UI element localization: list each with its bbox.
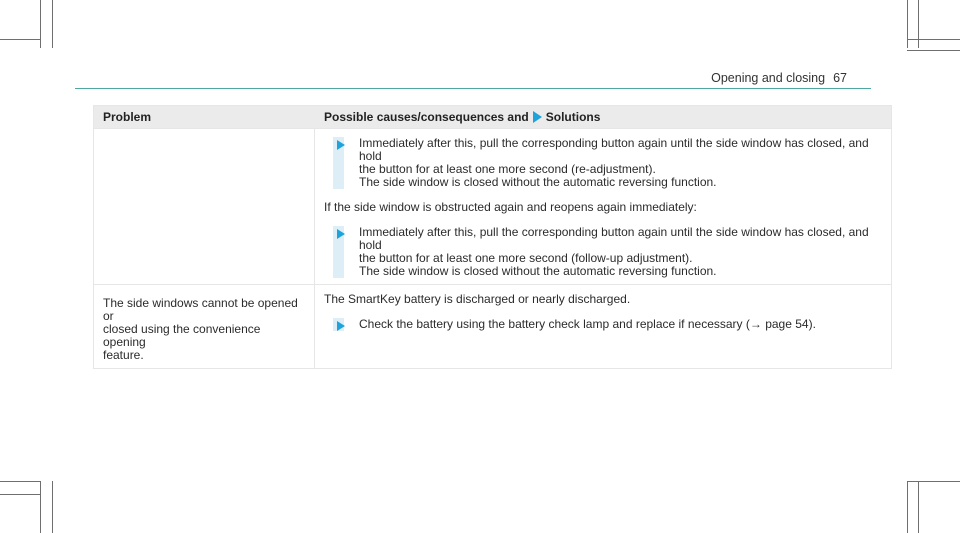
running-header — [711, 71, 847, 85]
solution-cell — [315, 129, 891, 284]
crop-mark — [918, 0, 919, 48]
column-header-causes: Possible causes/consequences and — [324, 110, 529, 124]
column-header-problem: Problem — [103, 110, 152, 124]
crop-mark — [0, 481, 41, 482]
step-text: Immediately after this, pull the corresponding button again until the side window has closed, and hold — [359, 136, 869, 163]
problem-cell — [94, 285, 315, 368]
crop-mark — [907, 481, 960, 482]
arrow-right-icon — [533, 111, 542, 123]
header-rule — [75, 88, 871, 89]
crop-mark — [40, 481, 41, 533]
step-text: the button for at least one more second (follow-up adjustment). — [359, 251, 693, 265]
step-text: Check the battery using the battery check lamp and replace if necessary (→ page 54). — [359, 317, 816, 331]
action-step — [324, 226, 882, 278]
crop-mark — [907, 0, 908, 48]
action-step — [324, 137, 882, 189]
section-title: Opening and closing — [711, 71, 826, 85]
action-arrow-icon — [337, 140, 345, 150]
problem-text: closed using the convenience opening — [103, 322, 261, 349]
table-header — [94, 106, 891, 128]
problem-cell — [94, 129, 315, 284]
step-text: Immediately after this, pull the corresponding button again until the side window has closed, and hold — [359, 225, 869, 252]
troubleshooting-table — [93, 105, 892, 369]
column-header-solutions — [315, 110, 891, 124]
action-step — [324, 318, 882, 331]
note-text: If the side window is obstructed again and reopens again immediately: — [324, 200, 697, 214]
step-text: the button for at least one more second (re-adjustment). — [359, 162, 656, 176]
step-text: The side window is closed without the automatic reversing function. — [359, 175, 717, 189]
crop-mark — [907, 50, 960, 51]
column-header-solutions-label: Solutions — [545, 110, 601, 124]
crop-mark — [52, 0, 53, 48]
crop-mark — [907, 39, 960, 40]
crop-mark — [918, 481, 919, 533]
crop-mark — [907, 481, 908, 533]
problem-text: feature. — [103, 348, 144, 362]
problem-text: The side windows cannot be opened or — [103, 296, 298, 323]
crop-mark — [40, 0, 41, 48]
action-arrow-icon — [337, 229, 345, 239]
crop-mark — [0, 39, 41, 40]
table-row — [94, 284, 891, 368]
page-number: 67 — [833, 71, 847, 85]
crop-mark — [52, 481, 53, 533]
action-arrow-icon — [337, 321, 345, 331]
solution-cell — [315, 285, 891, 368]
table-row — [94, 128, 891, 284]
cause-text: The SmartKey battery is discharged or nearly discharged. — [324, 292, 631, 306]
step-text: The side window is closed without the automatic reversing function. — [359, 264, 717, 278]
crop-mark — [0, 494, 41, 495]
